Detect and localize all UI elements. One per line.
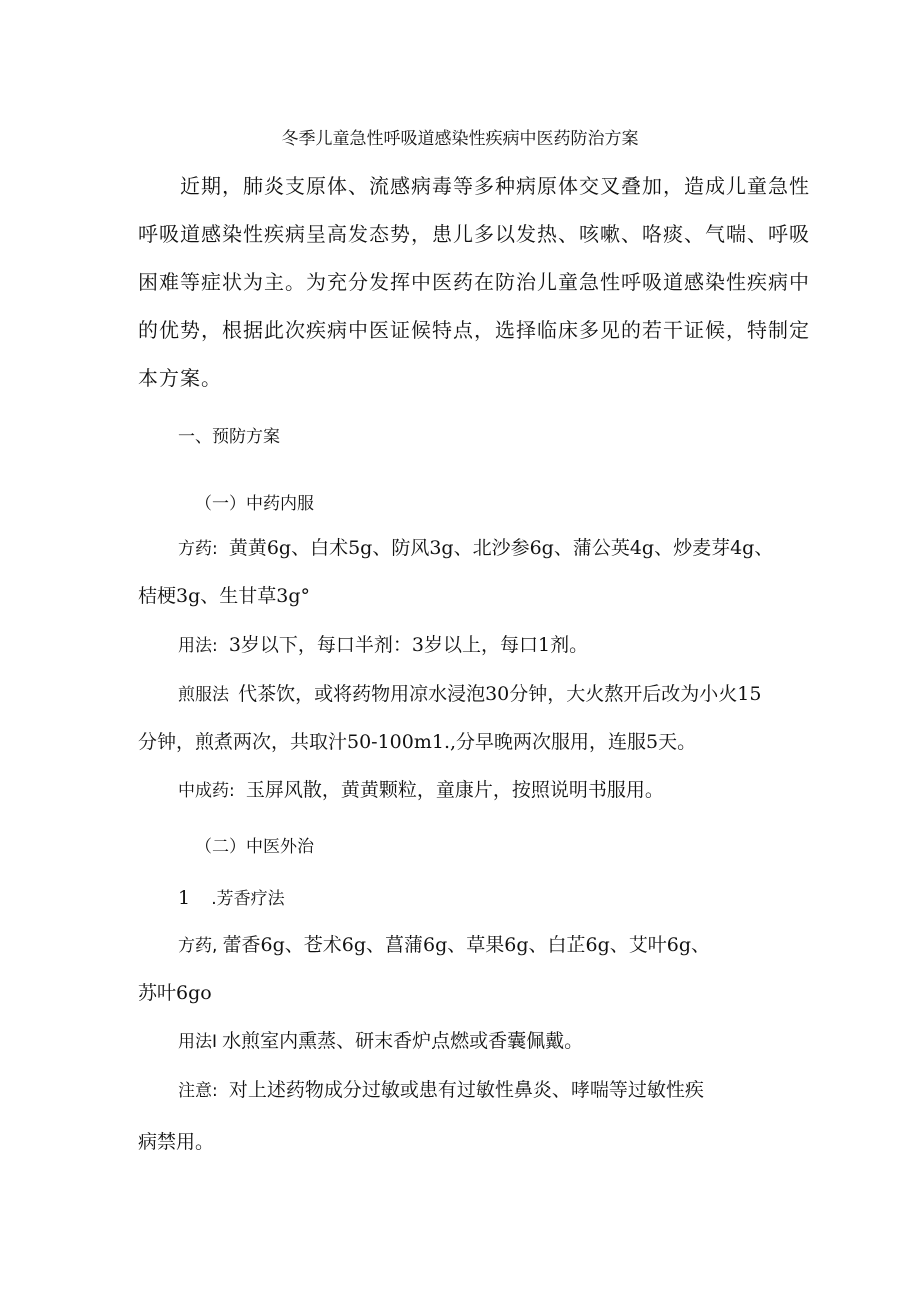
intro-line-5: 本方案。 — [138, 366, 222, 390]
decoction-line-1 — [178, 679, 761, 706]
prescription-line-2: 桔梗3g、生甘草3g° — [138, 585, 311, 607]
intro-line-2: 呼吸道感染性疾病呈高发态势，患儿多以发热、咳嗽、咯痰、气喘、呼吸 — [138, 222, 810, 246]
decoction-line-2: 分钟，煎煮两次，共取汁50-100m1.,分早晚两次服用，连服5天。 — [138, 731, 697, 753]
intro-line-1: 近期，肺炎支原体、流感病毒等多种病原体交叉叠加，造成儿童急性 — [180, 174, 810, 198]
aroma-prescription-line-2: 苏叶6go — [138, 982, 212, 1004]
decoction-label: 煎服法 — [178, 685, 229, 705]
usage-line — [178, 630, 588, 657]
prescription-line-1 — [178, 533, 773, 560]
item1-number: 1 — [178, 887, 191, 909]
document-title: 冬季儿童急性呼吸道感染性疾病中医药防治方案 — [281, 129, 639, 149]
sub2-heading: （二）中医外治 — [195, 837, 314, 857]
section1-heading: 一、预防方案 — [178, 427, 280, 447]
usage-label: 用法: — [178, 636, 218, 656]
patent-medicine-label: 中成药: — [178, 781, 235, 801]
item1-heading — [178, 884, 285, 909]
caution-line-1 — [178, 1075, 704, 1102]
patent-medicine-line — [178, 775, 664, 802]
item1-title: .芳香疗法 — [211, 889, 285, 909]
sub1-heading: （一）中药内服 — [195, 494, 314, 514]
intro-line-3: 困难等症状为主。为充分发挥中医药在防治儿童急性呼吸道感染性疾病中 — [138, 270, 810, 294]
intro-line-4: 的优势，根据此次疾病中医证候特点，选择临床多见的若干证候，特制定 — [138, 318, 810, 342]
caution-text-1: 对上述药物成分过敏或患有过敏性鼻炎、哮喘等过敏性疾 — [228, 1079, 704, 1101]
caution-line-2: 病禁用。 — [138, 1131, 215, 1153]
aroma-prescription-text-1: 蕾香6g、苍术6g、菖蒲6g、草果6g、白芷6g、艾叶6g、 — [222, 934, 711, 956]
decoction-text-1: 代茶饮，或将药物用凉水浸泡30分钟，大火熬开后改为小火15 — [238, 683, 762, 705]
prescription-label: 方药: — [178, 539, 218, 559]
aroma-usage-label: 用法I — [178, 1032, 218, 1052]
usage-text: 3岁以下，每口半剂：3岁以上，每口1剂。 — [228, 634, 589, 656]
aroma-usage-line — [178, 1026, 583, 1053]
aroma-prescription-line-1 — [178, 930, 710, 957]
patent-medicine-text: 玉屏风散，黄黄颗粒，童康片，按照说明书服用。 — [245, 779, 664, 801]
caution-label: 注意: — [178, 1081, 218, 1101]
aroma-usage-text: 水煎室内熏蒸、研末香炉点燃或香囊佩戴。 — [222, 1030, 584, 1052]
aroma-prescription-label: 方药, — [178, 936, 218, 956]
prescription-text-1: 黄黄6g、白术5g、防风3g、北沙参6g、蒲公英4g、炒麦芽4g、 — [228, 537, 774, 559]
